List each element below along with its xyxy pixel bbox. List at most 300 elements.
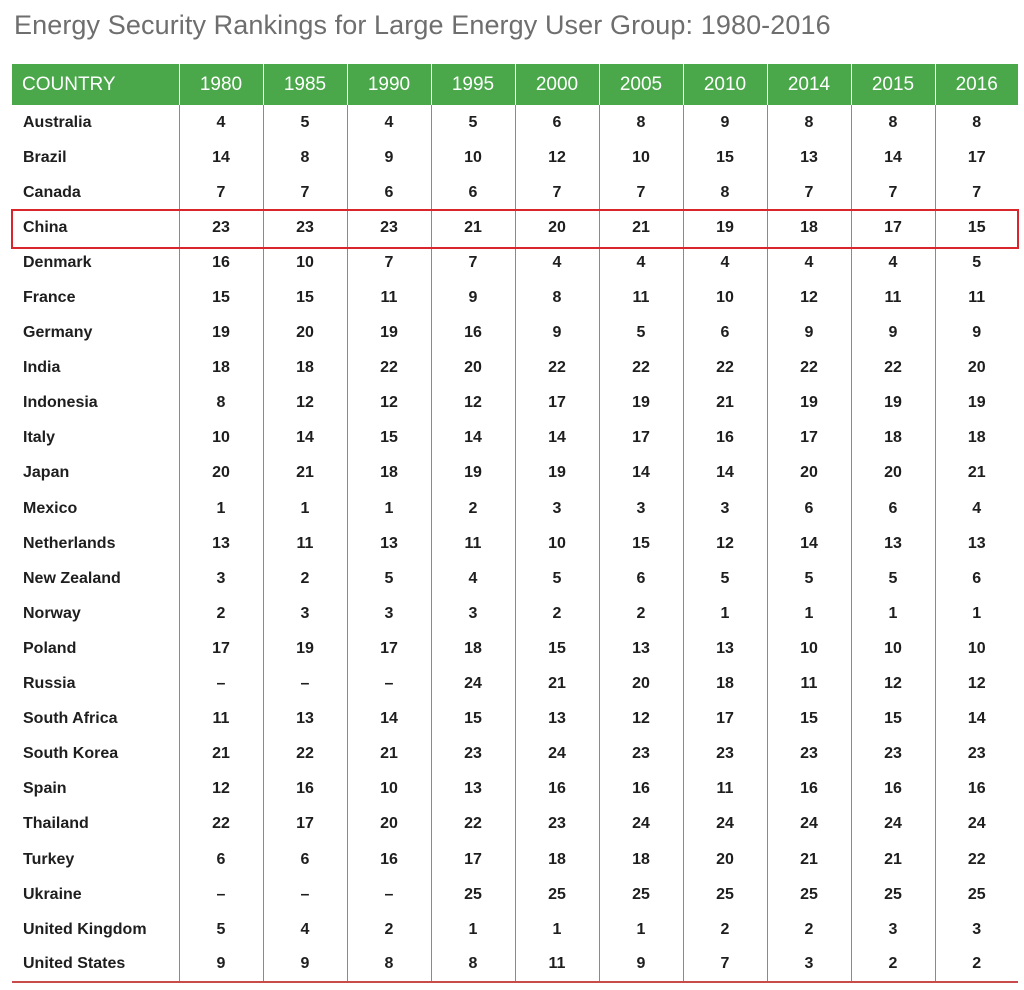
table-row-highlighted: [12, 210, 1018, 245]
rank-cell: 10: [935, 631, 1018, 666]
rank-cell: 19: [683, 210, 767, 245]
country-cell: South Africa: [23, 710, 118, 728]
rank-cell: 23: [767, 737, 851, 772]
rank-cell: 15: [851, 702, 935, 737]
rank-cell: 18: [347, 456, 431, 491]
rank-cell: 19: [599, 386, 683, 421]
rank-cell: 10: [851, 631, 935, 666]
table-row: [12, 772, 1018, 807]
rank-cell: 11: [599, 280, 683, 315]
rank-cell: 12: [515, 140, 599, 175]
rank-cell: 12: [683, 526, 767, 561]
country-cell: Germany: [23, 324, 93, 342]
rank-cell: 6: [767, 491, 851, 526]
rank-cell: 14: [431, 421, 515, 456]
rank-cell: 21: [263, 456, 347, 491]
table-row: [12, 561, 1018, 596]
rank-cell: 9: [935, 316, 1018, 351]
country-cell: France: [23, 289, 76, 307]
rank-cell: 13: [347, 526, 431, 561]
rank-cell: 15: [263, 280, 347, 315]
rank-cell: 6: [347, 175, 431, 210]
rank-cell: 11: [179, 702, 263, 737]
rank-cell: 7: [935, 175, 1018, 210]
rank-cell: 3: [599, 491, 683, 526]
rank-cell: 19: [179, 316, 263, 351]
rank-cell: 1: [683, 596, 767, 631]
rank-cell: 3: [683, 491, 767, 526]
table-row: [12, 526, 1018, 561]
rank-cell: 25: [515, 877, 599, 912]
rank-cell: 21: [347, 737, 431, 772]
rank-cell: 25: [851, 877, 935, 912]
table-row: [12, 491, 1018, 526]
rank-cell: 10: [515, 526, 599, 561]
rank-cell: 14: [935, 702, 1018, 737]
rank-cell: 25: [767, 877, 851, 912]
column-header-year: 1980: [179, 64, 263, 105]
rank-cell: 13: [599, 631, 683, 666]
rank-cell: 14: [347, 702, 431, 737]
rank-cell: 17: [851, 210, 935, 245]
rank-cell: 14: [767, 526, 851, 561]
country-cell: Poland: [23, 639, 77, 657]
table-row: [12, 842, 1018, 877]
country-cell: South Korea: [23, 745, 119, 763]
rank-cell: 17: [263, 807, 347, 842]
rank-cell: 7: [851, 175, 935, 210]
country-cell: Turkey: [23, 850, 75, 868]
rank-cell: 1: [599, 912, 683, 947]
rank-cell: 11: [767, 667, 851, 702]
rank-cell: 16: [347, 842, 431, 877]
country-cell: Australia: [23, 113, 92, 131]
rank-cell: 8: [431, 947, 515, 982]
country-cell: Russia: [23, 675, 76, 693]
rank-cell: 21: [767, 842, 851, 877]
rank-cell: 2: [683, 912, 767, 947]
rank-cell: 23: [599, 737, 683, 772]
rank-cell: 20: [599, 667, 683, 702]
rank-cell: 18: [263, 351, 347, 386]
rank-cell: 25: [431, 877, 515, 912]
rank-cell: 15: [179, 280, 263, 315]
rank-cell: 25: [683, 877, 767, 912]
rank-cell: 16: [683, 421, 767, 456]
rank-cell: 21: [683, 386, 767, 421]
rank-cell: 18: [767, 210, 851, 245]
rank-cell: 22: [767, 351, 851, 386]
column-header-year: 2000: [515, 64, 599, 105]
rank-cell: 4: [935, 491, 1018, 526]
rank-cell: 8: [851, 105, 935, 140]
rank-cell: 18: [515, 842, 599, 877]
rank-cell: 2: [599, 596, 683, 631]
rank-cell: 9: [431, 280, 515, 315]
rank-cell: 5: [767, 561, 851, 596]
rank-cell: 17: [935, 140, 1018, 175]
rank-cell: 5: [851, 561, 935, 596]
rank-cell: 13: [683, 631, 767, 666]
rank-cell: 11: [431, 526, 515, 561]
table-body: [12, 105, 1018, 982]
rank-cell: 16: [599, 772, 683, 807]
country-cell: Canada: [23, 183, 81, 201]
rank-cell: 3: [935, 912, 1018, 947]
rank-cell: 2: [179, 596, 263, 631]
column-header-year: 2005: [599, 64, 683, 105]
rank-cell: 11: [935, 280, 1018, 315]
rank-cell: 13: [767, 140, 851, 175]
rank-cell: 23: [683, 737, 767, 772]
rank-cell: 22: [683, 351, 767, 386]
rank-cell: 17: [683, 702, 767, 737]
rank-cell: 16: [263, 772, 347, 807]
rank-cell: 2: [851, 947, 935, 982]
rank-cell: 17: [515, 386, 599, 421]
rank-cell: 7: [431, 245, 515, 280]
rank-cell: 24: [515, 737, 599, 772]
rank-cell: 17: [767, 421, 851, 456]
rank-cell: 4: [431, 561, 515, 596]
rank-cell: 24: [851, 807, 935, 842]
rank-cell: 24: [431, 667, 515, 702]
rank-cell: 3: [347, 596, 431, 631]
rank-cell: 10: [599, 140, 683, 175]
rank-cell: 20: [431, 351, 515, 386]
rank-cell: 8: [347, 947, 431, 982]
rank-cell: 12: [431, 386, 515, 421]
rank-cell: 13: [515, 702, 599, 737]
rank-cell: 12: [767, 280, 851, 315]
rank-cell: 24: [935, 807, 1018, 842]
rank-cell: 9: [599, 947, 683, 982]
rank-cell: 19: [851, 386, 935, 421]
rank-cell: 9: [767, 316, 851, 351]
rank-cell: 6: [935, 561, 1018, 596]
table-row: [12, 596, 1018, 631]
country-cell: Japan: [23, 464, 70, 482]
rank-cell: 6: [179, 842, 263, 877]
country-cell: United Kingdom: [23, 920, 147, 938]
rank-cell: 12: [347, 386, 431, 421]
rank-cell: 1: [851, 596, 935, 631]
rank-cell: 16: [851, 772, 935, 807]
table-row: [12, 456, 1018, 491]
rank-cell: 9: [851, 316, 935, 351]
country-cell: Indonesia: [23, 394, 98, 412]
rank-cell: 18: [599, 842, 683, 877]
table-row: [12, 351, 1018, 386]
rank-cell: 9: [683, 105, 767, 140]
rank-cell: 13: [935, 526, 1018, 561]
rank-cell: 20: [179, 456, 263, 491]
rank-cell: 7: [347, 245, 431, 280]
rank-cell: 21: [851, 842, 935, 877]
rank-cell: 18: [851, 421, 935, 456]
rank-cell: 19: [515, 456, 599, 491]
rank-cell: 22: [599, 351, 683, 386]
table-row: [12, 386, 1018, 421]
rank-cell: 3: [263, 596, 347, 631]
table-row: [12, 807, 1018, 842]
rank-cell: 5: [179, 912, 263, 947]
rank-cell: 7: [767, 175, 851, 210]
rank-cell: 4: [599, 245, 683, 280]
rank-cell: 23: [935, 737, 1018, 772]
rank-cell: 20: [683, 842, 767, 877]
rank-cell: 11: [515, 947, 599, 982]
rank-cell: 16: [767, 772, 851, 807]
table-row: [12, 245, 1018, 280]
rank-cell: 7: [599, 175, 683, 210]
rank-cell: 15: [515, 631, 599, 666]
rank-cell: 15: [683, 140, 767, 175]
rank-cell: 7: [683, 947, 767, 982]
table-row: [12, 280, 1018, 315]
country-cell: Norway: [23, 604, 81, 622]
rank-cell: 20: [515, 210, 599, 245]
country-cell: Spain: [23, 780, 67, 798]
rank-cell: 15: [935, 210, 1018, 245]
table-row: [12, 316, 1018, 351]
rank-cell: 17: [179, 631, 263, 666]
country-cell: Denmark: [23, 253, 92, 271]
rank-cell: 10: [431, 140, 515, 175]
rank-cell: 14: [851, 140, 935, 175]
rank-cell: 6: [683, 316, 767, 351]
table-row: [12, 947, 1018, 982]
rank-cell: 2: [935, 947, 1018, 982]
table-row: [12, 877, 1018, 912]
rank-cell: 9: [347, 140, 431, 175]
rank-cell: 21: [599, 210, 683, 245]
rank-cell: 2: [515, 596, 599, 631]
rank-cell: 23: [851, 737, 935, 772]
rank-cell: 18: [179, 351, 263, 386]
rank-cell: 7: [263, 175, 347, 210]
country-cell: Netherlands: [23, 534, 116, 552]
rank-cell: 18: [683, 667, 767, 702]
rank-cell: 21: [935, 456, 1018, 491]
rank-cell: 7: [179, 175, 263, 210]
rank-cell: 21: [431, 210, 515, 245]
table-row: [12, 175, 1018, 210]
rank-cell: –: [263, 667, 347, 702]
rank-cell: 12: [851, 667, 935, 702]
rank-cell: 19: [935, 386, 1018, 421]
rank-cell: 9: [179, 947, 263, 982]
rank-cell: 16: [431, 316, 515, 351]
rank-cell: 5: [263, 105, 347, 140]
rank-cell: 9: [263, 947, 347, 982]
country-cell: Italy: [23, 429, 56, 447]
table-row: [12, 702, 1018, 737]
rank-cell: 1: [179, 491, 263, 526]
rank-cell: 25: [599, 877, 683, 912]
rank-cell: 5: [347, 561, 431, 596]
country-cell: Ukraine: [23, 885, 82, 903]
rank-cell: 12: [263, 386, 347, 421]
rank-cell: 17: [599, 421, 683, 456]
rank-cell: 3: [851, 912, 935, 947]
country-cell: India: [23, 359, 61, 377]
rank-cell: 8: [515, 280, 599, 315]
column-header-year: 1985: [263, 64, 347, 105]
rank-cell: 8: [179, 386, 263, 421]
column-header-year: 1995: [431, 64, 515, 105]
rank-cell: 6: [263, 842, 347, 877]
column-header-year: 2010: [683, 64, 767, 105]
column-header-year: 1990: [347, 64, 431, 105]
rank-cell: 4: [851, 245, 935, 280]
rank-cell: 2: [431, 491, 515, 526]
rank-cell: –: [179, 877, 263, 912]
rank-cell: 23: [347, 210, 431, 245]
rank-cell: 15: [599, 526, 683, 561]
rank-cell: 14: [263, 421, 347, 456]
rank-cell: 11: [347, 280, 431, 315]
rank-cell: 5: [515, 561, 599, 596]
rank-cell: 4: [767, 245, 851, 280]
rank-cell: 5: [683, 561, 767, 596]
rank-cell: 9: [515, 316, 599, 351]
rank-cell: 22: [431, 807, 515, 842]
rank-cell: 5: [599, 316, 683, 351]
rank-cell: 8: [683, 175, 767, 210]
country-cell: Mexico: [23, 499, 78, 517]
rank-cell: 1: [767, 596, 851, 631]
rank-cell: 19: [431, 456, 515, 491]
rank-cell: 10: [179, 421, 263, 456]
rank-cell: 20: [263, 316, 347, 351]
rank-cell: 22: [851, 351, 935, 386]
rank-cell: 2: [767, 912, 851, 947]
column-header-year: 2014: [767, 64, 851, 105]
rank-cell: 4: [263, 912, 347, 947]
rank-cell: –: [347, 877, 431, 912]
rank-cell: 24: [683, 807, 767, 842]
country-cell: New Zealand: [23, 569, 121, 587]
rank-cell: 3: [431, 596, 515, 631]
rank-cell: 5: [935, 245, 1018, 280]
table-row: [12, 667, 1018, 702]
rank-cell: 1: [935, 596, 1018, 631]
rankings-table: [12, 64, 1018, 983]
rank-cell: 15: [767, 702, 851, 737]
country-cell: United States: [12, 947, 179, 982]
column-header-year: 2015: [851, 64, 935, 105]
rank-cell: 8: [935, 105, 1018, 140]
rank-cell: 1: [347, 491, 431, 526]
rank-cell: 22: [263, 737, 347, 772]
column-header-year: 2016: [935, 64, 1018, 105]
rank-cell: 13: [851, 526, 935, 561]
rank-cell: 22: [935, 842, 1018, 877]
rank-cell: –: [347, 667, 431, 702]
country-cell: China: [23, 218, 68, 236]
rank-cell: 1: [515, 912, 599, 947]
rank-cell: 25: [935, 877, 1018, 912]
rank-cell: 16: [935, 772, 1018, 807]
rank-cell: 6: [851, 491, 935, 526]
rank-cell: 24: [767, 807, 851, 842]
rank-cell: 10: [263, 245, 347, 280]
rank-cell: 13: [179, 526, 263, 561]
rank-cell: 22: [347, 351, 431, 386]
table-row: [12, 631, 1018, 666]
rank-cell: 4: [179, 105, 263, 140]
rank-cell: 2: [347, 912, 431, 947]
rank-cell: 23: [515, 807, 599, 842]
rank-cell: 1: [263, 491, 347, 526]
rank-cell: 23: [431, 737, 515, 772]
rank-cell: 5: [431, 105, 515, 140]
rank-cell: 20: [851, 456, 935, 491]
rank-cell: 19: [347, 316, 431, 351]
country-cell: Brazil: [23, 148, 67, 166]
rank-cell: 8: [767, 105, 851, 140]
rank-cell: 6: [431, 175, 515, 210]
rank-cell: 24: [599, 807, 683, 842]
country-cell: Thailand: [23, 815, 89, 833]
rank-cell: 12: [935, 667, 1018, 702]
rank-cell: 13: [431, 772, 515, 807]
rank-cell: –: [179, 667, 263, 702]
rank-cell: 3: [515, 491, 599, 526]
rank-cell: 13: [263, 702, 347, 737]
rank-cell: 2: [263, 561, 347, 596]
rank-cell: 19: [767, 386, 851, 421]
rank-cell: 4: [683, 245, 767, 280]
rank-cell: 3: [767, 947, 851, 982]
rank-cell: 8: [263, 140, 347, 175]
chart-title: Energy Security Rankings for Large Energy User Group: 1980-2016: [14, 10, 831, 40]
rank-cell: 22: [179, 807, 263, 842]
rank-cell: 4: [515, 245, 599, 280]
rank-cell: 18: [431, 631, 515, 666]
rank-cell: 8: [599, 105, 683, 140]
table-row: [12, 105, 1018, 140]
rank-cell: 11: [263, 526, 347, 561]
rank-cell: 17: [431, 842, 515, 877]
rank-cell: 4: [347, 105, 431, 140]
rank-cell: 10: [347, 772, 431, 807]
rank-cell: 19: [263, 631, 347, 666]
table-row: [12, 421, 1018, 456]
column-header-country: COUNTRY: [12, 64, 179, 105]
rank-cell: 14: [683, 456, 767, 491]
rank-cell: 12: [599, 702, 683, 737]
rank-cell: 15: [347, 421, 431, 456]
rank-cell: 14: [515, 421, 599, 456]
rank-cell: 16: [179, 245, 263, 280]
rank-cell: 10: [683, 280, 767, 315]
table-header-row: [12, 64, 1018, 105]
rank-cell: 16: [515, 772, 599, 807]
rank-cell: 1: [431, 912, 515, 947]
rank-cell: 17: [347, 631, 431, 666]
rank-cell: 20: [347, 807, 431, 842]
rank-cell: 3: [179, 561, 263, 596]
rank-cell: 11: [851, 280, 935, 315]
rank-cell: 18: [935, 421, 1018, 456]
rank-cell: 11: [683, 772, 767, 807]
table-row: [12, 912, 1018, 947]
rank-cell: 15: [431, 702, 515, 737]
rank-cell: 20: [935, 351, 1018, 386]
rank-cell: 12: [179, 772, 263, 807]
